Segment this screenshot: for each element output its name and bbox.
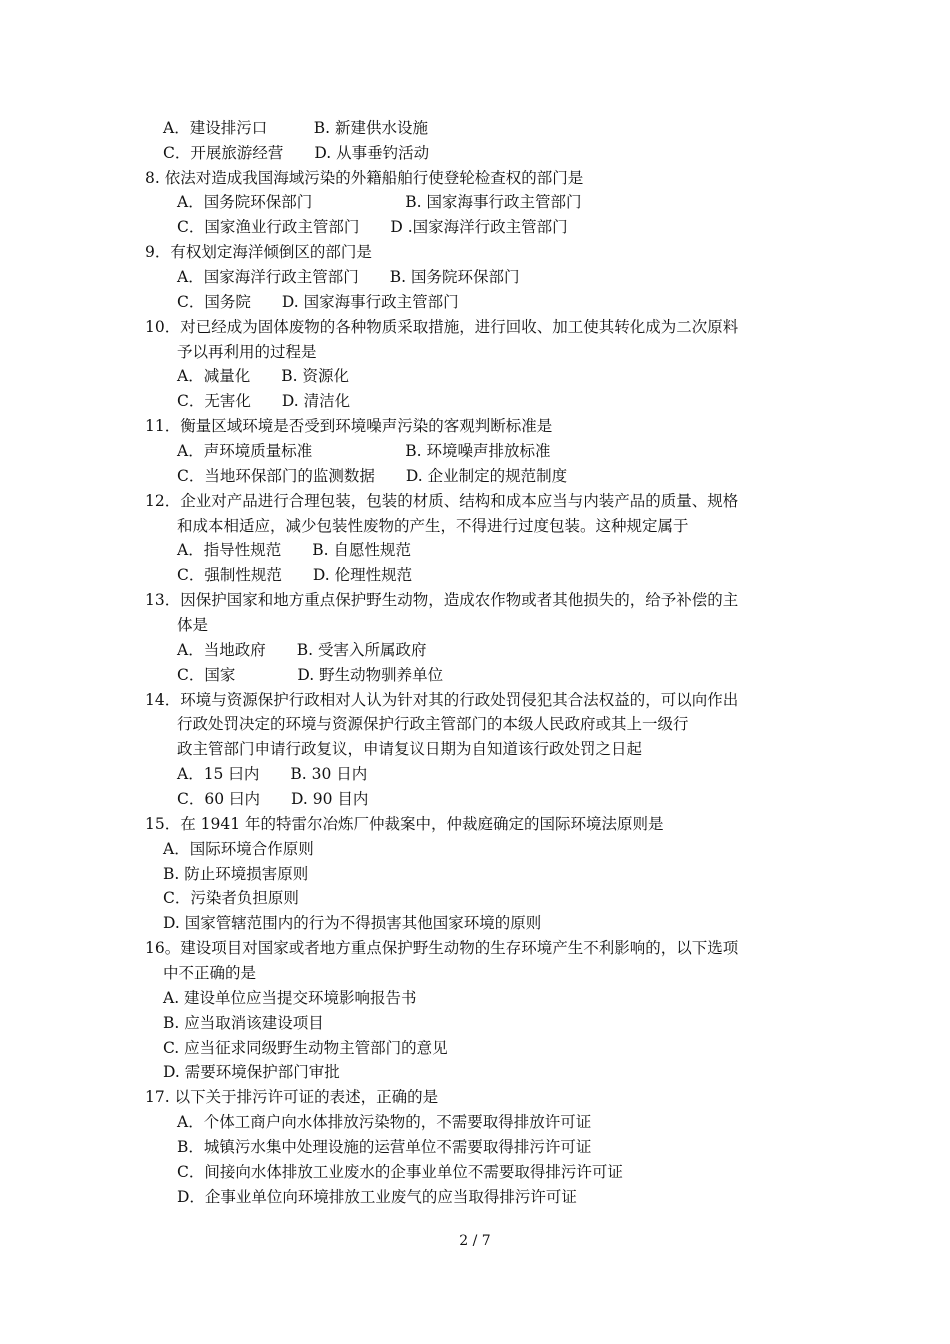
option-line: A．声环境质量标准 B. 环境噪声排放标准	[177, 442, 551, 460]
option-line: B. 应当取消该建设项目	[163, 1014, 324, 1032]
option-line: A．当地政府 B. 受害入所属政府	[177, 641, 427, 659]
option-line: D. 国家管辖范围内的行为不得损害其他国家环境的原则	[163, 914, 542, 932]
option-line: C．间接向水体排放工业废水的企事业单位不需要取得排污许可证	[177, 1163, 623, 1181]
question-line: 9．有权划定海洋倾倒区的部门是	[145, 243, 372, 261]
option-line: C．无害化 D. 清洁化	[177, 392, 351, 410]
question-line: 10．对已经成为固体废物的各种物质采取措施，进行回收、加工使其转化成为二次原料	[145, 318, 739, 336]
question-line: 政主管部门申请行政复议，申请复议日期为自知道该行政处罚之日起	[177, 740, 643, 758]
option-line: A．国务院环保部门 B. 国家海事行政主管部门	[177, 193, 582, 211]
option-line: B．城镇污水集中处理设施的运营单位不需要取得排污许可证	[177, 1138, 592, 1156]
option-line: C．国务院 D. 国家海事行政主管部门	[177, 293, 459, 311]
question-line: 16。建设项目对国家或者地方重点保护野生动物的生存环境产生不利影响的，以下选项	[145, 939, 739, 957]
option-line: C．国家 D. 野生动物驯养单位	[177, 666, 444, 684]
option-line: C．国家渔业行政主管部门 D .国家海洋行政主管部门	[177, 218, 568, 236]
option-line: C. 应当征求同级野生动物主管部门的意见	[163, 1039, 448, 1057]
question-line: 行政处罚决定的环境与资源保护行政主管部门的本级人民政府或其上一级行	[177, 715, 689, 733]
option-line: D．企事业单位向环境排放工业废气的应当取得排污许可证	[177, 1188, 577, 1206]
page-number: 2 / 7	[459, 1233, 491, 1249]
option-line: A．建设排污口 B. 新建供水设施	[163, 119, 428, 137]
option-line: C．污染者负担原则	[163, 889, 299, 907]
question-line: 11．衡量区域环境是否受到环境噪声污染的客观判断标准是	[145, 417, 553, 435]
option-line: A．指导性规范 B. 自愿性规范	[177, 541, 411, 559]
question-line: 体是	[177, 616, 209, 634]
option-line: B. 防止环境损害原则	[163, 865, 309, 883]
option-line: D. 需要环境保护部门审批	[163, 1063, 340, 1081]
question-line: 14．环境与资源保护行政相对人认为针对其的行政处罚侵犯其合法权益的，可以向作出	[145, 691, 739, 709]
question-line: 15．在 1941 年的特雷尔冶炼厂仲裁案中，仲裁庭确定的国际环境法原则是	[145, 815, 664, 833]
option-line: A．减量化 B. 资源化	[177, 367, 349, 385]
question-line: 12．企业对产品进行合理包装，包装的材质、结构和成本应当与内装产品的质量、规格	[145, 492, 739, 510]
question-line: 和成本相适应，减少包装性废物的产生，不得进行过度包装。这种规定属于	[177, 517, 689, 535]
option-line: C．60 曰内 D. 90 目内	[177, 790, 369, 808]
option-line: A．国际环境合作原则	[163, 840, 314, 858]
option-line: A．15 曰内 B. 30 日内	[177, 765, 368, 783]
question-line: 8. 依法对造成我国海域污染的外籍船舶行使登轮检查权的部门是	[145, 169, 584, 187]
question-line: 13．因保护国家和地方重点保护野生动物，造成农作物或者其他损失的，给予补偿的主	[145, 591, 739, 609]
option-line: C．开展旅游经营 D. 从事垂钓活动	[163, 144, 430, 162]
question-line: 17. 以下关于排污许可证的表述，正确的是	[145, 1088, 439, 1106]
question-line: 予以再利用的过程是	[177, 343, 317, 361]
option-line: C．强制性规范 D. 伦理性规范	[177, 566, 413, 584]
option-line: C．当地环保部门的监测数据 D. 企业制定的规范制度	[177, 467, 568, 485]
question-line: 中不正确的是	[163, 964, 257, 982]
option-line: A．国家海洋行政主管部门 B. 国务院环保部门	[177, 268, 520, 286]
option-line: A. 建设单位应当提交环境影响报告书	[163, 989, 417, 1007]
option-line: A．个体工商户向水体排放污染物的，不需要取得排放许可证	[177, 1113, 592, 1131]
